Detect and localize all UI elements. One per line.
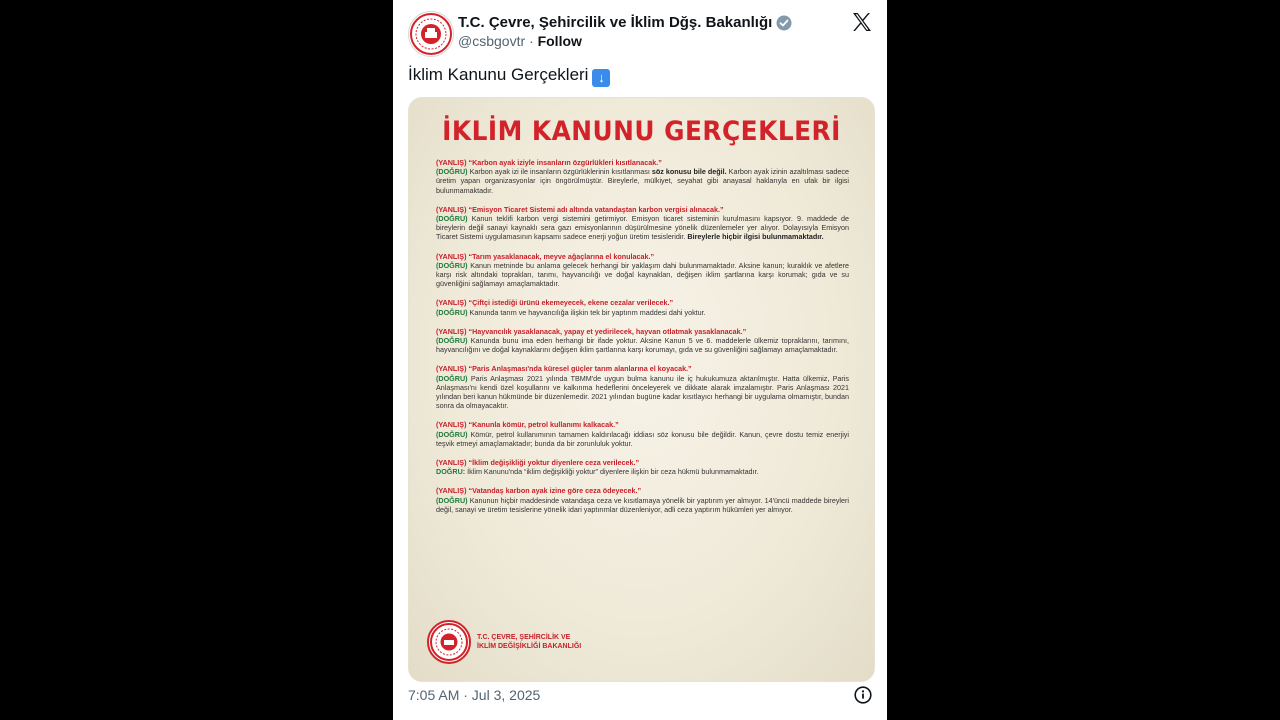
answer-text-post: Karbon ayak izinin azaltılması sadece üretim yapan organizasyonlar için öngörülmüştür. Bireylerle, mülkiyet, seyahat gibi anayasal haklarıyla en ufak bir ilgisi bulunmamaktadır. [436, 167, 849, 195]
fact-item [436, 205, 849, 242]
right-label: (DOĞRU) [436, 429, 468, 439]
wrong-label: (YANLIŞ) [436, 251, 467, 261]
account-avatar[interactable] [408, 11, 454, 57]
claim-text: “Emisyon Ticaret Sistemi adı altında vatandaştan karbon vergisi alınacak.” [468, 204, 724, 214]
ministry-name-line1: T.C. ÇEVRE, ŞEHİRCİLİK VE [477, 634, 571, 641]
poster-title: İKLİM KANUNU GERÇEKLERİ [442, 116, 841, 147]
wrong-label: (YANLIŞ) [436, 298, 467, 308]
claim-text: “İklim değişikliği yoktur diyenlere ceza verilecek.” [468, 458, 640, 468]
handle-row [458, 33, 582, 49]
fact-claim-line [436, 327, 849, 336]
fact-answer-line [436, 261, 849, 289]
claim-text: “Kanunla kömür, petrol kullanımı kalkacak.” [468, 420, 619, 430]
tweet-media-image[interactable] [408, 97, 875, 682]
claim-text: “Paris Anlaşması'nda küresel güçler tarım alanlarına el koyacak.” [468, 364, 692, 374]
fact-item [436, 364, 849, 410]
ministry-name [477, 633, 597, 651]
fact-item [436, 327, 849, 355]
answer-bold: Bireylerle hiçbir ilgisi bulunmamaktadır. [687, 232, 824, 242]
verified-badge-icon [776, 15, 792, 31]
poster-items [436, 158, 849, 524]
answer-text: Kömür, petrol kullanımının tamamen kaldırılacağı iddiası söz konusu bile değildir. Kanun, çevre dostu temiz enerjiyi teşvik etmeyi amaçlamaktadır; bunda da bir zorunluluk yoktur. [436, 429, 849, 448]
fact-claim-line [436, 205, 849, 214]
answer-text: Kanun teklifi karbon vergi sistemini getirmiyor. Emisyon ticaret sisteminin kurulmasını kapsıyor. 9. maddede de bireylerin değil sanayi kaynaklı sera gazı emisyonlarının düşürülmesine yönelik düzenlemeler yer alıyor. Dolayısıyla Emisyon Ticaret Sistemi uygulamasının kapsamı sadece enerji yoğun üretim tesisleridir. [436, 214, 850, 242]
separator: · [525, 33, 538, 49]
account-display-name[interactable]: T.C. Çevre, Şehircilik ve İklim Dğş. Bakanlığı [458, 14, 773, 31]
claim-text: “Vatandaş karbon ayak izine göre ceza ödeyecek.” [468, 486, 642, 496]
fact-answer-line [436, 336, 849, 354]
answer-text: İklim Kanunu'nda “iklim değişikliği yoktur” diyenlere ilişkin bir ceza hükmü bulunmamaktadır. [467, 467, 759, 477]
right-label: (DOĞRU) [436, 167, 468, 177]
wrong-label: (YANLIŞ) [436, 486, 467, 496]
ministry-seal-icon [409, 12, 453, 56]
fact-claim-line [436, 252, 849, 261]
claim-text: “Karbon ayak iziyle insanların özgürlükleri kısıtlanacak.” [468, 158, 662, 167]
fact-answer-line [436, 496, 849, 514]
fact-item [436, 252, 849, 289]
wrong-label: (YANLIŞ) [436, 364, 467, 374]
answer-text: Kanunun hiçbir maddesinde vatandaşa ceza ve kısıtlamaya yönelik bir yaptırım yer almıyor. 14'üncü maddede bireyleri değil, sanayi ve üretim tesislerine yönelik idari yaptırımlar düzenleniyor, adli ceza yaptırım hükümleri yer almıyor. [436, 495, 849, 514]
answer-text: Karbon ayak izi ile insanların özgürlüklerinin kısıtlanması [469, 167, 652, 177]
tweet-text-row [408, 65, 610, 87]
right-label: (DOĞRU) [436, 336, 468, 346]
fact-answer-line [436, 374, 849, 411]
right-label: (DOĞRU) [436, 307, 468, 317]
right-label: (DOĞRU) [436, 214, 468, 224]
right-label: (DOĞRU) [436, 260, 468, 270]
fact-claim-line [436, 458, 849, 467]
fact-answer-line [436, 214, 849, 242]
ministry-name-line2: İKLİM DEĞİŞİKLİĞİ BAKANLIĞI [477, 643, 582, 650]
tweet-text: İklim Kanunu Gerçekleri [408, 65, 589, 84]
fact-answer-line [436, 308, 849, 317]
wrong-label: (YANLIŞ) [436, 204, 467, 214]
answer-text: Kanun metninde bu anlama gelecek herhangi bir yaklaşım dahi bulunmamaktadır. Aksine kanun; kuraklık ve afetlere karşı risk altındaki toprakları, tarımı, hayvancılığı ve doğal kaynakları, değişen iklim şartlarına karşı korumak; gıda ve su güvenliğini sağlamayı amaçlamaktadır. [436, 260, 849, 289]
right-label: (DOĞRU) [436, 373, 468, 383]
wrong-label: (YANLIŞ) [436, 458, 467, 468]
claim-text: “Çiftçi istediği ürünü ekemeyecek, ekene cezalar verilecek.” [468, 298, 674, 308]
account-name-row[interactable] [458, 14, 792, 31]
answer-text: Paris Anlaşması 2021 yılında TBMM'de uygun bulma kanunu ile iç hukukumuza aktarılmıştır. Hatta ülkemiz, Paris Anlaşması'nı kendi özel koşullarını ve kalkınma hedeflerini önceleyerek ve dikkate alarak imzalamıştır. Paris Anlaşması 2021 yılından beri kanun hükmünde bir düzenlemedir. 2021 yılından bugüne kadar kısıtlayıcı herhangi bir uygulama olmamıştır, bundan sonra da olmayacaktır. [436, 373, 849, 411]
fact-item [436, 298, 849, 316]
fact-claim-line [436, 420, 849, 429]
x-logo-icon[interactable] [850, 10, 874, 34]
wrong-label: (YANLIŞ) [436, 420, 467, 430]
fact-claim-line [436, 298, 849, 307]
tweet-timestamp[interactable]: 7:05 AM · Jul 3, 2025 [408, 687, 541, 703]
follow-button[interactable]: Follow [537, 33, 582, 49]
fact-item [436, 158, 849, 195]
fact-item [436, 458, 849, 476]
account-handle[interactable]: @csbgovtr [458, 33, 526, 49]
right-label: DOĞRU: [436, 467, 466, 477]
fact-item [436, 486, 849, 514]
fact-item [436, 420, 849, 448]
fact-claim-line [436, 486, 849, 495]
answer-text: Kanunda bunu ima eden herhangi bir ifade yoktur. Aksine Kanun 5 ve 6. maddelerle ülkemiz topraklarını, tarımını, hayvancılığını ve doğal kaynaklarını değişen iklim şartlarına karşı korumayı, gıda ve su güvenliğini sağlamayı amaçlamaktadır. [436, 336, 849, 355]
ministry-seal-icon [427, 620, 471, 664]
claim-text: “Hayvancılık yasaklanacak, yapay et yedirilecek, hayvan otlatmak yasaklanacak.” [468, 326, 747, 336]
down-arrow-emoji: ↓ [592, 69, 610, 87]
fact-claim-line [436, 364, 849, 373]
claim-text: “Tarım yasaklanacak, meyve ağaçlarına el konulacak.” [468, 251, 655, 261]
info-icon[interactable] [854, 686, 872, 704]
fact-answer-line [436, 467, 849, 476]
wrong-label: (YANLIŞ) [436, 158, 467, 167]
fact-answer-line [436, 167, 849, 195]
poster-footer-logo [427, 620, 597, 664]
right-label: (DOĞRU) [436, 495, 468, 505]
fact-answer-line [436, 430, 849, 448]
answer-bold: söz konusu bile değil. [651, 167, 727, 177]
wrong-label: (YANLIŞ) [436, 326, 467, 336]
tweet-card [393, 0, 887, 720]
answer-text: Kanunda tarım ve hayvancılığa ilişkin tek bir yaptırım maddesi dahi yoktur. [469, 307, 706, 317]
fact-claim-line [436, 158, 849, 167]
